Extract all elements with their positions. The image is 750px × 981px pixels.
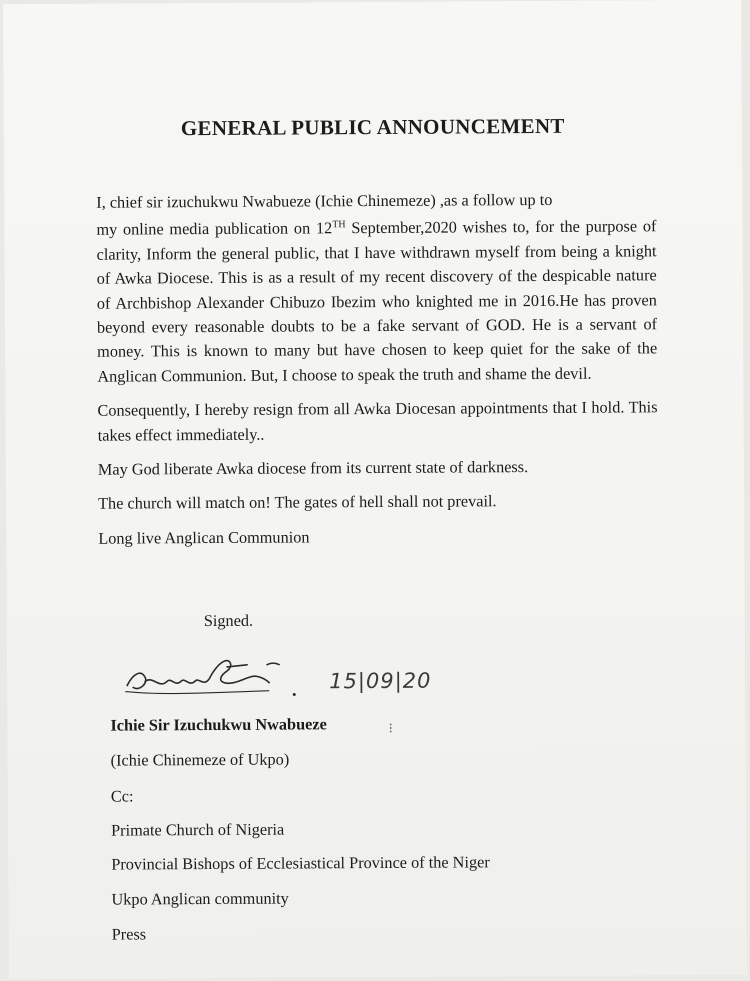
cc-item: Ukpo Anglican community <box>111 888 289 909</box>
cc-item: Provincial Bishops of Ecclesiastical Province of the Niger <box>111 852 490 874</box>
paragraph-church: The church will match on! The gates of hell shall not prevail. <box>98 491 497 514</box>
announcement-title: GENERAL PUBLIC ANNOUNCEMENT <box>180 113 565 141</box>
intro-line-2-pre: my online media publication on 12 <box>96 218 333 240</box>
cc-item: Press <box>111 924 147 944</box>
cc-item: Primate Church of Nigeria <box>111 819 285 840</box>
handwritten-signature <box>119 650 319 706</box>
intro-line-1: I, chief sir izuchukwu Nwabueze (Ichie Chinemeze) ,as a follow up to <box>96 189 553 212</box>
letter-page <box>3 0 747 979</box>
paragraph-resignation: Consequently, I hereby resign from all Awka Diocesan appointments that I hold. This takes effect immediately.. <box>97 397 658 445</box>
intro-line-2-post: September,2020 wishes to, for <box>345 217 555 238</box>
letter-body <box>96 187 658 551</box>
date-superscript: TH <box>332 219 346 231</box>
intro-rest: the purpose of clarity, Inform the general public, that I have withdrawn myself from being a knight of Awka Diocese. This is as a result of my recent discovery of the despicable nature of Archbishop Alexander Chibuzo Ibezim who knighted me in 2016.He has proven beyond every reasonable doubts to be a fake servant of GOD. He is a servant of money. This is known to many but have chosen to keep quiet for the sake of the Anglican Communion. But, I choose to speak the truth and shame the devil. <box>96 216 658 386</box>
paragraph-intro <box>96 187 657 389</box>
paragraph-liberation: May God liberate Awka diocese from its current state of darkness. <box>97 457 529 479</box>
signed-label: Signed. <box>203 610 254 631</box>
signatory-name: Ichie Sir Izuchukwu Nwabueze <box>110 714 327 735</box>
stray-mark: ⁝ <box>388 721 393 737</box>
cc-label: Cc: <box>110 786 134 806</box>
signatory-title: (Ichie Chinemeze of Ukpo) <box>110 749 290 770</box>
signature-date: 15|09|20 <box>329 668 432 694</box>
paragraph-long-live: Long live Anglican Communion <box>98 527 310 548</box>
